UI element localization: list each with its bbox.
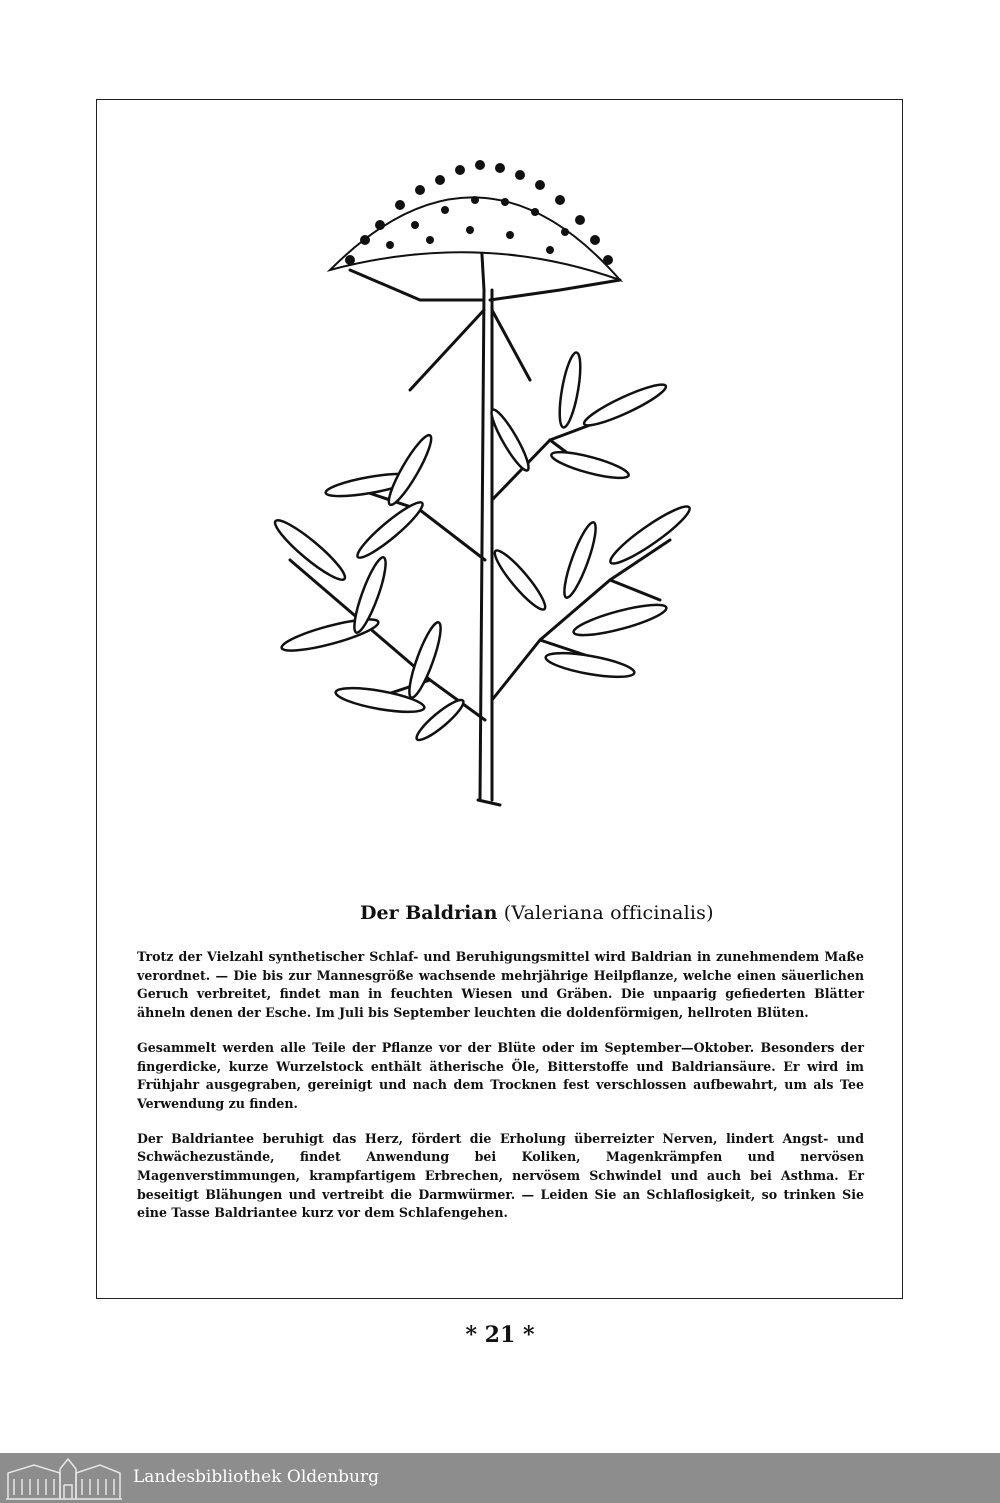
library-building-icon	[4, 1455, 124, 1501]
article-body	[137, 948, 864, 1239]
article-title	[360, 900, 880, 924]
paragraph-uses: Der Baldriantee beruhigt das Herz, fördert die Erholung überreizter Nerven, lindert Angst- und Schwächezustände, findet Anwendung bei Koliken, Magenkrämpfen und nervösen Magenverstimmungen, krampfartigem Erbrechen, nervösem Schwindel und auch bei Asthma. Er beseitigt Blähungen und vertreibt die Darmwürmer. — Leiden Sie an Schlaflosigkeit, so trinken Sie eine Tasse Baldriantee kurz vor dem Schlafengehen.	[137, 1130, 864, 1221]
library-footer-bar	[0, 1453, 1000, 1503]
plant-latin-name: (Valeriana officinalis)	[503, 902, 714, 924]
library-name: Landesbibliothek Oldenburg	[133, 1467, 380, 1487]
paragraph-description: Trotz der Vielzahl synthetischer Schlaf- und Beruhigungsmittel wird Baldrian in zunehmendem Maße verordnet. — Die bis zur Mannesgröße wachsende mehrjährige Heilpflanze, welche einen säuerlichen Geruch verbreitet, findet man in feuchten Wiesen und Gräben. Die unpaarig gefiederten Blätter ähneln denen der Esche. Im Juli bis September leuchten die doldenförmigen, hellroten Blüten.	[137, 949, 864, 1021]
paragraph-harvest: Gesammelt werden alle Teile der Pflanze vor der Blüte oder im September—Oktober. Besonders der fingerdicke, kurze Wurzelstock enthält ätherische Öle, Bitterstoffe und Baldriansäure. Er wird im Frühjahr ausgegraben, gereinigt und nach dem Trocknen fest verschlossen aufbewahrt, um als Tee Verwendung zu finden.	[137, 1039, 864, 1111]
valerian-plant-illustration	[230, 140, 710, 830]
page-number: * 21 *	[465, 1322, 535, 1348]
plant-common-name: Der Baldrian	[360, 902, 498, 924]
